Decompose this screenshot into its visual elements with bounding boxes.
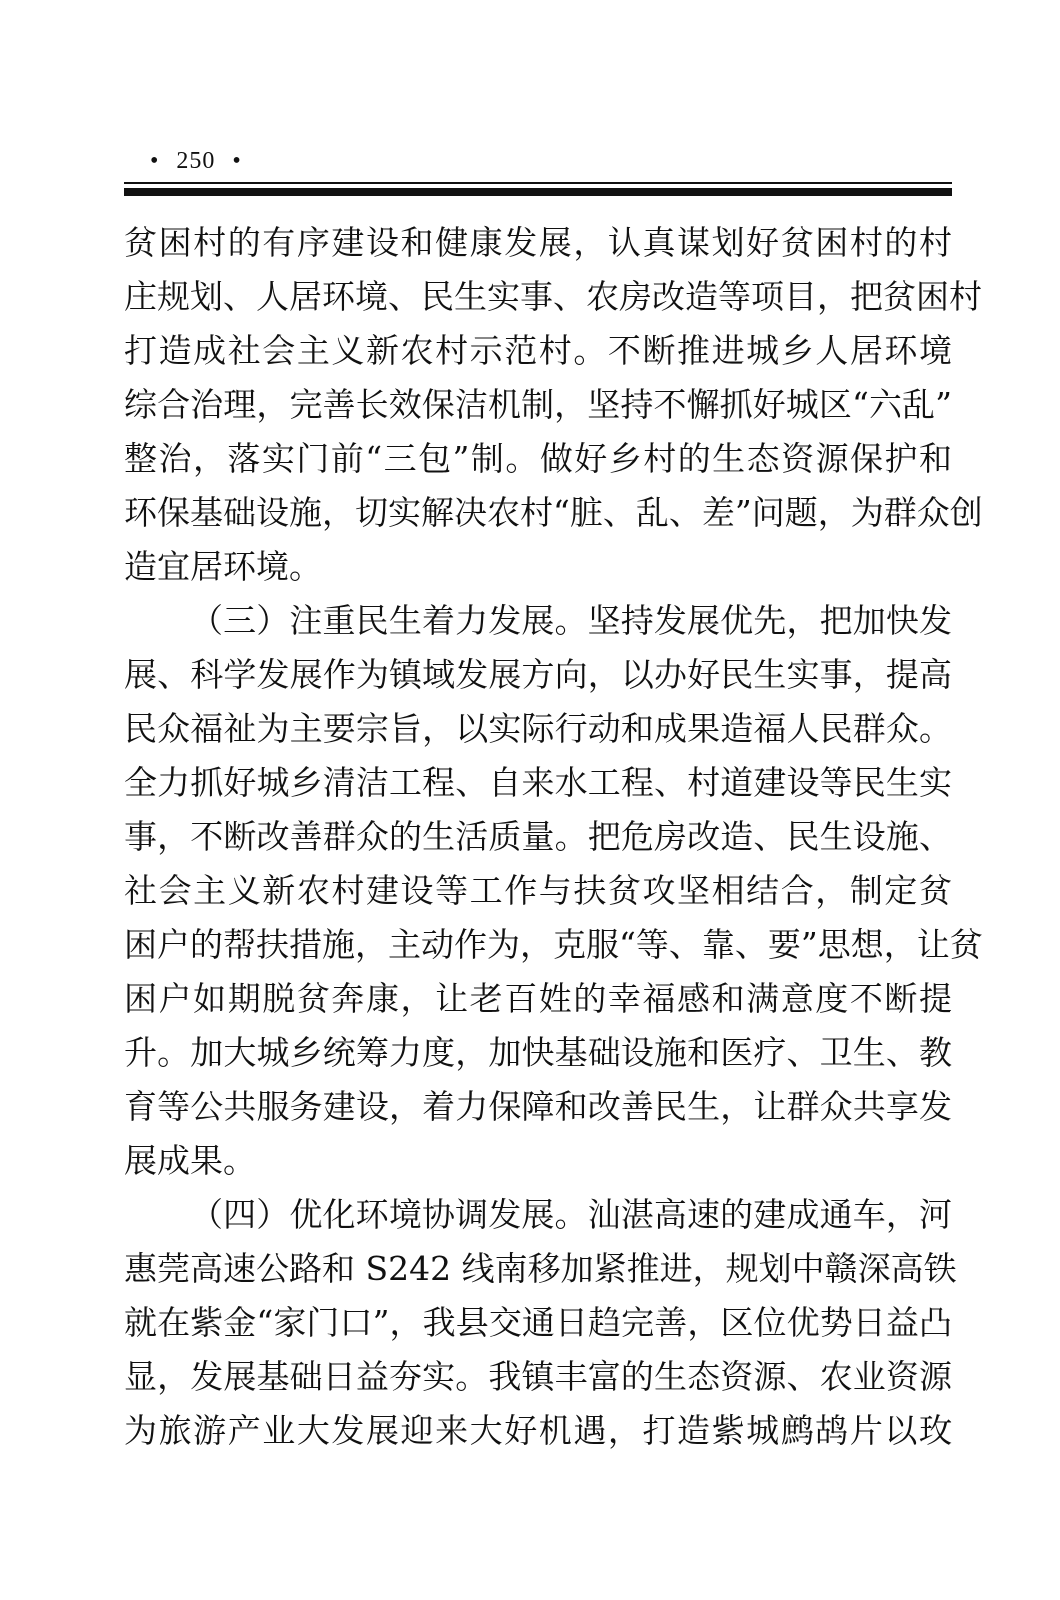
header-rule-thick [124, 188, 952, 196]
text-line: 升。加大城乡统筹力度，加快基础设施和医疗、卫生、教 [124, 1033, 952, 1072]
text-line: 展、科学发展作为镇域发展方向，以办好民生实事，提高 [124, 655, 952, 694]
text-line: 贫困村的有序建设和健康发展，认真谋划好贫困村的村 [124, 223, 952, 262]
text-line: 显，发展基础日益夯实。我镇丰富的生态资源、农业资源 [124, 1357, 952, 1396]
paragraph-start-line: （四）优化环境协调发展。汕湛高速的建成通车，河 [190, 1195, 952, 1234]
text-line: 为旅游产业大发展迎来大好机遇，打造紫城鹧鸪片以玫 [124, 1411, 952, 1450]
header-dot-left: • [150, 148, 160, 174]
header-dot-right: • [232, 148, 242, 174]
text-line: 育等公共服务建设，着力保障和改善民生，让群众共享发 [124, 1087, 952, 1126]
text-line: 整治，落实门前“三包”制。做好乡村的生态资源保护和 [124, 439, 952, 478]
text-line: 就在紫金“家门口”，我县交通日趋完善，区位优势日益凸 [124, 1303, 952, 1342]
text-line: 综合治理，完善长效保洁机制，坚持不懈抓好城区“六乱” [124, 385, 952, 424]
text-line: 困户的帮扶措施，主动作为，克服“等、靠、要”思想，让贫 [124, 925, 983, 964]
header-rule-thin [124, 182, 952, 184]
text-line: 全力抓好城乡清洁工程、自来水工程、村道建设等民生实 [124, 763, 952, 802]
text-line: 惠莞高速公路和 S242 线南移加紧推进，规划中赣深高铁 [124, 1249, 957, 1288]
text-line: 环保基础设施，切实解决农村“脏、乱、差”问题，为群众创 [124, 493, 983, 532]
text-line: 困户如期脱贫奔康，让老百姓的幸福感和满意度不断提 [124, 979, 952, 1018]
paragraph-start-line: （三）注重民生着力发展。坚持发展优先，把加快发 [190, 601, 952, 640]
text-line: 展成果。 [124, 1141, 256, 1180]
text-line: 民众福祉为主要宗旨，以实际行动和成果造福人民群众。 [124, 709, 952, 748]
text-line: 造宜居环境。 [124, 547, 322, 586]
body-text [124, 216, 983, 1458]
page-header [140, 148, 252, 175]
text-line: 社会主义新农村建设等工作与扶贫攻坚相结合，制定贫 [124, 871, 952, 910]
page-number: 250 [176, 148, 216, 174]
text-line: 事，不断改善群众的生活质量。把危房改造、民生设施、 [124, 817, 952, 856]
text-line: 打造成社会主义新农村示范村。不断推进城乡人居环境 [124, 331, 952, 370]
text-line: 庄规划、人居环境、民生实事、农房改造等项目，把贫困村 [124, 277, 982, 316]
